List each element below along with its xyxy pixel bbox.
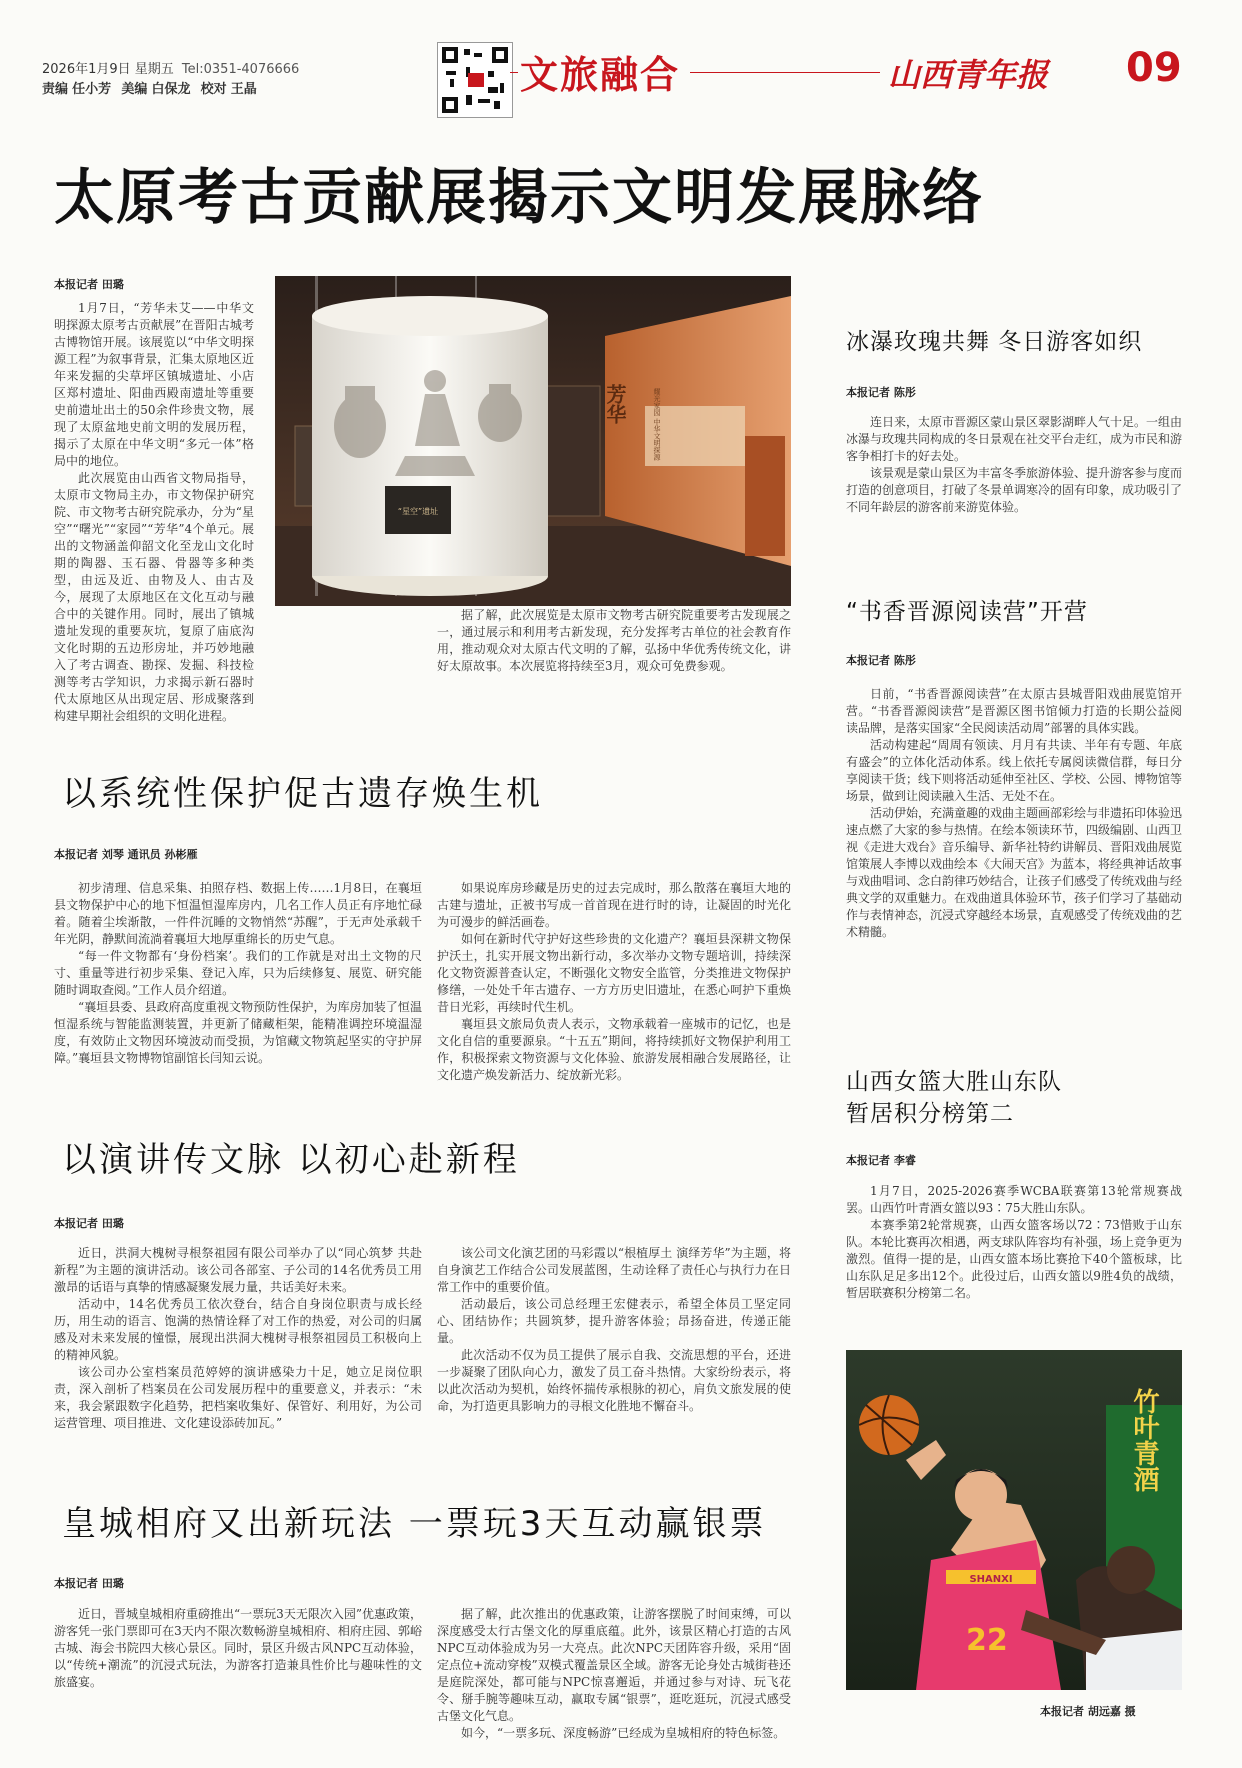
side1-body xyxy=(846,414,1182,516)
article3-paragraph: 近日，洪洞大槐树寻根祭祖园有限公司举办了以“同心筑梦 共赴新程”为主题的演讲活动。该公司各部室、子公司的14名优秀员工用激昂的话语与真挚的情感凝聚发展力量，共话美好未来。 xyxy=(54,1246,422,1294)
side1-headline: 冰瀑玫瑰共舞 冬日游客如织 xyxy=(846,329,1143,355)
article3-paragraph: 活动最后，该公司总经理王宏健表示，希望全体员工坚定同心、团结协作；共圆筑梦，提升游客体验；昂扬奋进，传递正能量。 xyxy=(437,1297,791,1345)
article4-body-col2 xyxy=(437,1606,791,1742)
lead-paragraph: 此次展览由山西省文物局指导，太原市文物局主办，市文物保护研究院、市文物考古研究院承办，分为“星空”“曙光”“家园”“芳华”4个单元。展出的文物涵盖仰韶文化至龙山文化时期的陶器、玉石器、骨器等多种类型，由远及近、由物及人、由古及今，展现了太原地区在文化互动与融合中的关键作用。同时，展出了镇城遗址发现的重要灰坑，复原了庙底沟文化时期的五边形房址，并巧妙地融入了考古调查、勘探、发掘、科技检测等考古学知识，力求揭示新石器时代太原地区从出现定居、形成聚落到构建早期社会组织的文明化进程。 xyxy=(54,471,254,723)
side3-byline: 本报记者 李睿 xyxy=(846,1154,916,1167)
article4-headline: 皇城相府又出新玩法 一票玩3天互动赢银票 xyxy=(62,1504,767,1544)
basketball-game-image xyxy=(846,1350,1182,1690)
photo-jersey-brand: SHANXI xyxy=(969,1574,1013,1585)
side3-headline-line2: 暂居积分榜第二 xyxy=(846,1101,1014,1127)
article3-paragraph: 该公司办公室档案员范婷婷的演讲感染力十足，她立足岗位职责，深入剖析了档案员在公司发展历程中的重要意义，并表示：“未来，我会紧跟数字化趋势，把档案收集好、保管好、利用好，为公司运营管理、项目推进、文化建设添砖加瓦。” xyxy=(54,1365,422,1430)
article2-byline: 本报记者 刘琴 通讯员 孙彬雁 xyxy=(54,848,198,861)
exhibition-photo xyxy=(275,276,791,606)
article4-byline: 本报记者 田璐 xyxy=(54,1577,124,1590)
lead-paragraph: 据了解，此次展览是太原市文物考古研究院重要考古发现展之一，通过展示和利用考古新发现，充分发挥考古单位的社会教育作用，推动观众对太原古代文明的了解，弘扬中华优秀传统文化，讲好太原故事。本次展览将持续至3月，观众可免费参观。 xyxy=(437,608,791,673)
header-rule-right xyxy=(690,72,880,73)
photo-sign-sub: 耀光家园 中华文明探源 xyxy=(653,388,661,461)
article3-body-col2 xyxy=(437,1245,791,1415)
article3-paragraph: 该公司文化演艺团的马彩霞以“根植厚土 演绎芳华”为主题，将自身演艺工作结合公司发展蓝图，生动诠释了责任心与执行力在日常工作中的重要价值。 xyxy=(437,1246,791,1294)
article4-paragraph: 据了解，此次推出的优惠政策，让游客摆脱了时间束缚，可以深度感受太行古堡文化的厚重底蕴。此外，该景区精心打造的古风NPC互动体验成为另一大亮点。此次NPC天团阵容升级，采用“固定点位+流动穿梭”双模式覆盖景区全域。游客无论身处古城街巷还是庭院深处，都可能与NPC惊喜邂逅，并通过参与对诗、玩飞花令、掰手腕等趣味互动，赢取专属“银票”，逛吃逛玩，沉浸式感受古堡文化气息。 xyxy=(437,1607,791,1723)
article3-paragraph: 此次活动不仅为员工提供了展示自我、交流思想的平台，还进一步凝聚了团队向心力，激发了员工奋斗热情。大家纷纷表示，将以此次活动为契机，始终怀揣传承根脉的初心，肩负文旅发展的使命，为打造更具影响力的寻根文化胜地不懈奋斗。 xyxy=(437,1348,791,1413)
article3-paragraph: 活动中，14名优秀员工依次登台，结合自身岗位职责与成长经历，用生动的语言、饱满的热情诠释了对工作的热爱，对公司的归属感及对未来发展的憧憬，展现出洪洞大槐树寻根祭祖园员工积极向上的精神风貌。 xyxy=(54,1297,422,1362)
lead-body-col1 xyxy=(54,300,254,725)
masthead-date-line xyxy=(42,58,299,77)
lead-paragraph: 1月7日，“芳华未艾——中华文明探源太原考古贡献展”在晋阳古城考古博物馆开展。该展览以“中华文明探源工程”为叙事背景，汇集太原地区近年来发掘的尖草坪区镇城遗址、小店区郑村遗址、阳曲西殿南遗址等重要史前遗址出土的50余件珍贵文物，展现了太原盆地史前文明的发展历程，揭示了太原在中华文明“多元一体”格局中的地位。 xyxy=(54,301,254,468)
article4-paragraph: 如今，“一票多玩、深度畅游”已经成为皇城相府的特色标签。 xyxy=(461,1726,786,1740)
article2-paragraph: 如何在新时代守护好这些珍贵的文化遗产？襄垣县深耕文物保护沃土，扎实开展文物出新行动，多次举办文物专题培训，持续深化文物资源普查认定，不断强化文物安全监管，分类推进文物保护修缮，一处处千年古遗存、一方方历史旧遗址，在悉心呵护下重焕昔日光彩，再续时代生机。 xyxy=(437,932,791,1014)
credit-role: 责编 xyxy=(42,82,69,97)
article4-body-col1 xyxy=(54,1606,422,1691)
side3-body xyxy=(846,1183,1182,1302)
photo-banner-text: 竹叶青酒 xyxy=(1129,1388,1159,1492)
side2-byline: 本报记者 陈彤 xyxy=(846,654,916,667)
photo-plaque-text: “星空”遗址 xyxy=(397,507,439,516)
lead-byline: 本报记者 田璐 xyxy=(54,278,124,291)
section-title: 文旅融合 xyxy=(520,52,681,97)
side1-byline: 本报记者 陈彤 xyxy=(846,386,916,399)
lead-headline: 太原考古贡献展揭示文明发展脉络 xyxy=(54,163,984,233)
credit-name: 王晶 xyxy=(230,82,257,97)
basketball-photo xyxy=(846,1350,1182,1690)
side2-headline: “书香晋源阅读营”开营 xyxy=(846,599,1088,625)
article2-body-col2 xyxy=(437,880,791,1084)
side2-paragraph: 日前，“书香晋源阅读营”在太原古县城晋阳戏曲展览馆开营。“书香晋源阅读营”是晋源区图书馆倾力打造的长期公益阅读品牌，是落实国家“全民阅读活动周”部署的具体实践。 xyxy=(846,687,1182,735)
credit-name: 白保龙 xyxy=(151,82,191,97)
credit-role: 校对 xyxy=(200,82,227,97)
qr-code-icon[interactable] xyxy=(437,42,513,118)
credit-role: 美编 xyxy=(121,82,148,97)
photo-caption: 本报记者 胡远嘉 摄 xyxy=(1040,1705,1136,1718)
side3-paragraph: 本赛季第2轮常规赛，山西女篮客场以72∶73惜败于山东队。本轮比赛再次相遇，两支球队阵容均有补强，场上竞争更为激烈。值得一提的是，山西女篮本场比赛抢下40个篮板球，比山东队足足多出12个。此役过后，山西女篮以9胜4负的战绩，暂居联赛积分榜第二名。 xyxy=(846,1218,1183,1300)
side2-paragraph: 活动构建起“周周有领读、月月有共读、半年有专题、年底有盛会”的立体化活动体系。线上依托专属阅读微信群，每日分享阅读干货；线下则将活动延伸至社区、学校、公园、博物馆等场景，做到让阅读融入生活、无处不在。 xyxy=(846,738,1183,803)
article2-paragraph: 如果说库房珍藏是历史的过去完成时，那么散落在襄垣大地的古建与遗址，正被书写成一首首现在进行时的诗，让凝固的时光化为可漫步的鲜活画卷。 xyxy=(437,881,791,929)
masthead-credits xyxy=(42,78,257,97)
article4-paragraph: 近日，晋城皇城相府重磅推出“一票玩3天无限次入园”优惠政策，游客凭一张门票即可在3天内不限次数畅游皇城相府、相府庄园、郭峪古城、海会书院四大核心景区。同时，景区升级古风NPC互动体验，以“传统+潮流”的沉浸式玩法，为游客打造兼具性价比与趣味性的文旅盛宴。 xyxy=(54,1607,422,1689)
article3-headline: 以演讲传文脉 以初心赴新程 xyxy=(62,1140,520,1180)
photo-jersey-number: 22 xyxy=(966,1623,1008,1658)
credit-name: 任小芳 xyxy=(72,82,112,97)
article3-body-col1 xyxy=(54,1245,422,1432)
side3-headline xyxy=(846,1066,1062,1130)
header-rule-left xyxy=(510,72,518,73)
issue-date: 2026年1月9日 星期五 xyxy=(42,62,174,77)
side3-headline-line1: 山西女篮大胜山东队 xyxy=(846,1069,1062,1095)
photo-sign-main: 芳华 xyxy=(603,384,627,424)
article2-paragraph: 初步清理、信息采集、拍照存档、数据上传……1月8日，在襄垣县文物保护中心的地下恒温恒湿库房内，几名工作人员正有序地忙碌着。随着尘埃渐散，一件件沉睡的文物悄然“苏醒”，于无声处承载千年光阴，静默间流淌着襄垣大地厚重绵长的历史气息。 xyxy=(54,881,422,946)
article2-body-col1 xyxy=(54,880,422,1067)
side1-paragraph: 连日来，太原市晋源区蒙山景区翠影湖畔人气十足。一组由冰瀑与玫瑰共同构成的冬日景观在社交平台走红，成为市民和游客争相打卡的好去处。 xyxy=(846,415,1183,463)
article2-paragraph: “每一件文物都有‘身份档案’。我们的工作就是对出土文物的尺寸、重量等进行初步采集、登记入库，只为后续修复、展览、研究能随时调取查阅。”工作人员介绍道。 xyxy=(54,949,422,997)
side3-paragraph: 1月7日，2025-2026赛季WCBA联赛第13轮常规赛战罢。山西竹叶青酒女篮以93∶75大胜山东队。 xyxy=(846,1184,1182,1215)
exhibition-hall-image xyxy=(275,276,791,606)
newspaper-logo: 山西青年报 xyxy=(888,56,1049,94)
article3-byline: 本报记者 田璐 xyxy=(54,1217,124,1230)
phone-number: Tel:0351-4076666 xyxy=(181,62,300,77)
article2-headline: 以系统性保护促古遗存焕生机 xyxy=(62,774,543,814)
lead-body-col3 xyxy=(437,607,791,675)
page-number: 09 xyxy=(1126,45,1182,91)
side1-paragraph: 该景观是蒙山景区为丰富冬季旅游体验、提升游客参与度而打造的创意项目，打破了冬景单调寒冷的固有印象，成功吸引了不同年龄层的游客前来游览体验。 xyxy=(846,466,1183,514)
article2-paragraph: “襄垣县委、县政府高度重视文物预防性保护，为库房加装了恒温恒湿系统与智能监测装置，并更新了储藏柜架，能精准调控环境温湿度，有效防止文物因环境波动而受损，为馆藏文物筑起坚实的守护屏障。”襄垣县文物博物馆副馆长闫知云说。 xyxy=(54,1000,422,1065)
article2-paragraph: 襄垣县文旅局负责人表示，文物承载着一座城市的记忆，也是文化自信的重要源泉。“十五五”期间，将持续抓好文物保护利用工作，积极探索文物资源与文化体验、旅游发展相融合发展路径，让文化遗产焕发新活力、绽放新光彩。 xyxy=(437,1017,791,1082)
side2-body xyxy=(846,686,1182,941)
side2-paragraph: 活动伊始，充满童趣的戏曲主题画部彩绘与非遗拓印体验迅速点燃了大家的参与热情。在绘本领读环节，四级编剧、山西卫视《走进大戏台》音乐编导、新华社特约讲解员、晋阳戏曲展览馆策展人李博以戏曲绘本《大闹天宫》为蓝本，将经典神话故事与戏曲唱词、念白韵律巧妙结合，让孩子们感受了传统戏曲与经典文学的双重魅力。在戏曲道具体验环节，孩子们学习了基础动作与表情神态，沉浸式穿越经本场景，直观感受了传统戏曲的艺术精髓。 xyxy=(846,806,1183,939)
